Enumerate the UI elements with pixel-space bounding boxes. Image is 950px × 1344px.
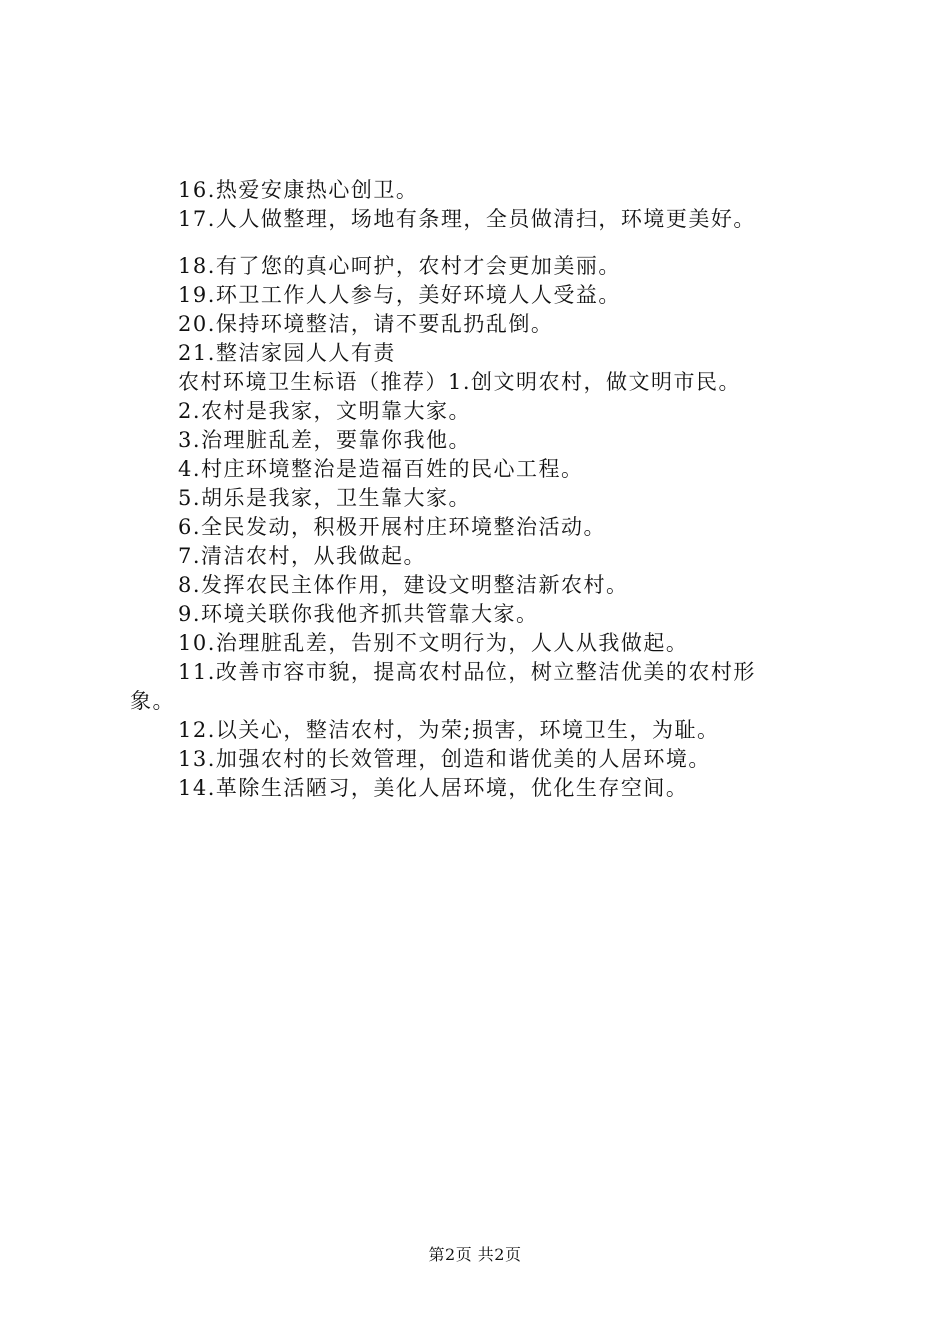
slogan-line: 11.改善市容市貌，提高农村品位，树立整洁优美的农村形 xyxy=(178,660,756,684)
slogan-line: 6.全民发动，积极开展村庄环境整治活动。 xyxy=(178,515,607,539)
slogan-line: 20.保持环境整洁，请不要乱扔乱倒。 xyxy=(178,312,554,336)
slogan-line: 18.有了您的真心呵护，农村才会更加美丽。 xyxy=(178,254,621,278)
slogan-line-continuation: 象。 xyxy=(130,689,175,713)
slogan-line: 8.发挥农民主体作用，建设文明整洁新农村。 xyxy=(178,573,629,597)
document-body xyxy=(130,176,830,803)
paragraph-gap xyxy=(130,234,830,252)
page-number-footer: 第2页 共2页 xyxy=(428,1245,522,1264)
slogan-line: 14.革除生活陋习，美化人居环境，优化生存空间。 xyxy=(178,776,689,800)
slogan-line: 13.加强农村的长效管理，创造和谐优美的人居环境。 xyxy=(178,747,711,771)
slogan-line: 16.热爱安康热心创卫。 xyxy=(178,178,419,202)
slogan-line: 2.农村是我家，文明靠大家。 xyxy=(178,399,472,423)
slogan-line: 17.人人做整理，场地有条理，全员做清扫，环境更美好。 xyxy=(178,207,756,231)
slogan-line: 3.治理脏乱差，要靠你我他。 xyxy=(178,428,472,452)
slogan-line: 7.清洁农村，从我做起。 xyxy=(178,544,427,568)
slogan-line: 12.以关心，整洁农村，为荣;损害，环境卫生，为耻。 xyxy=(178,718,720,742)
slogan-line: 4.村庄环境整治是造福百姓的民心工程。 xyxy=(178,457,584,481)
slogan-line: 5.胡乐是我家，卫生靠大家。 xyxy=(178,486,472,510)
slogan-line: 10.治理脏乱差，告别不文明行为，人人从我做起。 xyxy=(178,631,689,655)
slogan-line: 21.整洁家园人人有责 xyxy=(178,341,396,365)
slogan-line: 19.环卫工作人人参与，美好环境人人受益。 xyxy=(178,283,621,307)
slogan-line: 9.环境关联你我他齐抓共管靠大家。 xyxy=(178,602,539,626)
section-heading-line: 农村环境卫生标语（推荐）1.创文明农村，做文明市民。 xyxy=(178,370,742,394)
